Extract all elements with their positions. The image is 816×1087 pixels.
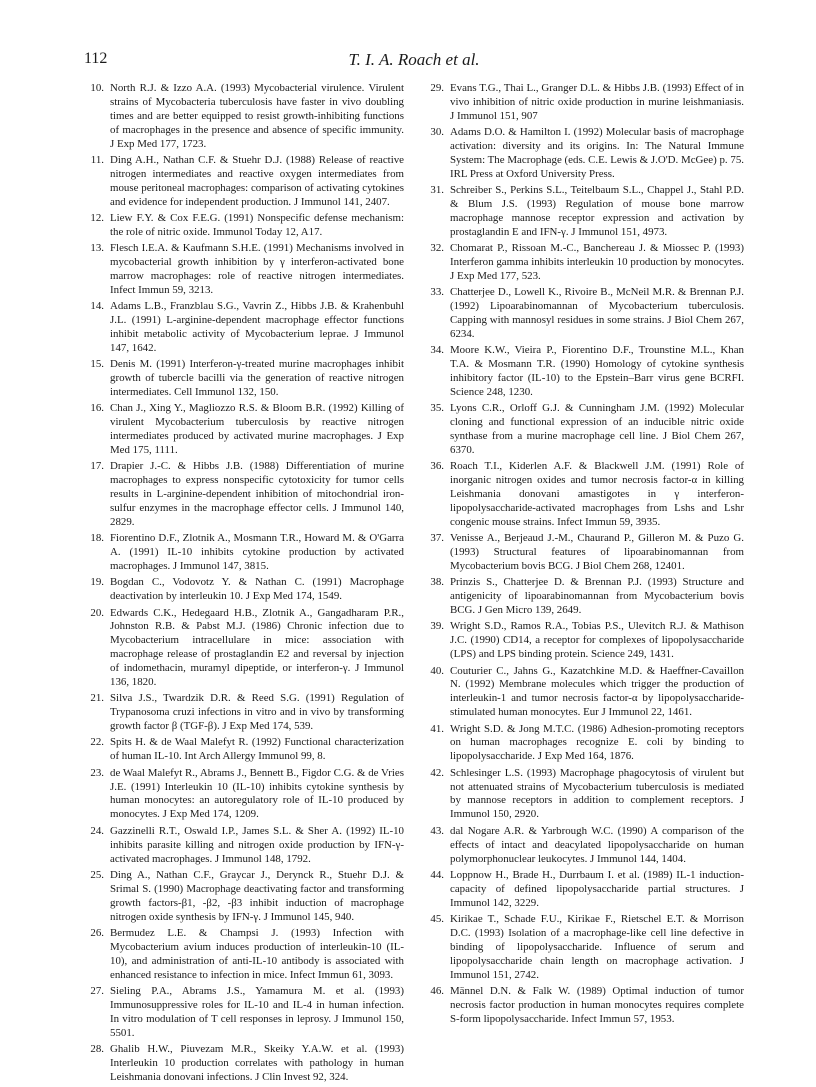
reference-number: 27. [90,984,104,997]
reference-number: 14. [90,300,104,313]
reference-number: 36. [430,460,444,473]
reference-number: 21. [90,692,104,705]
reference-item [84,212,404,240]
reference-text: Schlesinger L.S. (1993) Macrophage phagocytosis of virulent but not attenuated strains of Mycobacterium tuberculosis is mediated by mannose receptors in addition to complement receptors. J Immunol 150, 2920. [450,766,744,821]
reference-item [84,985,404,1041]
reference-item [424,184,744,240]
reference-text: Liew F.Y. & Cox F.E.G. (1991) Nonspecific defense mechanism: the role of nitric oxide. Immunol Today 12, A17. [110,211,404,238]
reference-text: Ding A., Nathan C.F., Graycar J., Derynck R., Stuehr D.J. & Srimal S. (1990) Macrophage deactivating factor and transforming growth factors-β1, -β2, -β3 inhibit induction of macrophage nitrogen oxide synthesis by IFN-γ. J Immunol 145, 940. [110,868,404,923]
reference-number: 40. [430,664,444,677]
reference-item [424,286,744,342]
reference-number: 42. [430,766,444,779]
reference-item [84,927,404,983]
reference-item [424,82,744,124]
reference-number: 22. [90,736,104,749]
page-header [84,50,744,74]
reference-text: Bermudez L.E. & Champsi J. (1993) Infection with Mycobacterium avium induces production of interleukin-10 (IL-10), and administration of anti-IL-10 antibody is associated with enhanced resistance to infection in mice. Infect Immun 61, 3093. [110,926,404,981]
reference-number: 41. [430,722,444,735]
reference-text: Chatterjee D., Lowell K., Rivoire B., McNeil M.R. & Brennan P.J. (1992) Lipoarabinomannan of Mycobacterium tuberculosis. Capping with mannosyl residues in some strains. J Biol Chem 267, 6234. [450,286,744,340]
reference-text: Denis M. (1991) Interferon-γ-treated murine macrophages inhibit growth of tubercle bacilli via the generation of reactive nitrogen intermediates. Cell Immunol 132, 150. [110,358,404,398]
reference-text: Chomarat P., Rissoan M.-C., Banchereau J. & Miossec P. (1993) Interferon gamma inhibits interleukin 10 production by monocytes. J Exp Med 177, 523. [450,242,744,282]
reference-number: 37. [430,532,444,545]
reference-number: 17. [90,460,104,473]
reference-item [84,1043,404,1085]
reference-number: 38. [430,576,444,589]
reference-number: 26. [90,926,104,939]
reference-text: Silva J.S., Twardzik D.R. & Reed S.G. (1991) Regulation of Trypanosoma cruzi infections in vitro and in vivo by transforming growth factor β (TGF-β). J Exp Med 174, 539. [110,692,404,733]
reference-text: Adams L.B., Franzblau S.G., Vavrin Z., Hibbs J.B. & Krahenbuhl J.L. (1991) L-arginine-dependent macrophage effector functions inhibit metabolic activity of Mycobacterium leprae. J Immunol 147, 1642. [110,300,404,354]
reference-text: dal Nogare A.R. & Yarbrough W.C. (1990) A comparison of the effects of intact and deacylated lipopolysaccharide on human polymorphonuclear leukocytes. J Immunol 144, 1404. [450,824,744,865]
reference-number: 32. [430,242,444,255]
reference-number: 46. [430,984,444,997]
reference-item [84,736,404,764]
reference-text: Fiorentino D.F., Zlotnik A., Mosmann T.R., Howard M. & O'Garra A. (1991) IL-10 inhibits cytokine production by activated macrophages. J Immunol 147, 3815. [110,532,404,573]
reference-text: Roach T.I., Kiderlen A.F. & Blackwell J.M. (1991) Role of inorganic nitrogen oxides and tumor necrosis factor-α in killing Leishmania donovani amastigotes in γ interferon-lipopolysaccharide-activated macrophages from Lshs and Lshr congenic mouse strains. Infect Immun 59, 3935. [450,460,744,528]
reference-number: 43. [430,824,444,837]
reference-number: 34. [430,344,444,357]
reference-text: Schreiber S., Perkins S.L., Teitelbaum S.L., Chappel J., Stahl P.D. & Blum J.S. (1993) Regulation of mouse bone marrow macrophage mannose receptor expression and activation by prostaglandin E and IFN-γ. J Immunol 151, 4973. [450,184,744,238]
reference-item [84,607,404,690]
reference-number: 31. [430,184,444,197]
reference-number: 13. [90,242,104,255]
reference-text: Sieling P.A., Abrams J.S., Yamamura M. et al. (1993) Immunosuppressive roles for IL-10 and IL-4 in human infection. In vitro modulation of T cell responses in leprosy. J Immunol 150, 5501. [110,984,404,1039]
reference-text: Ghalib H.W., Piuvezam M.R., Skeiky Y.A.W. et al. (1993) Interleukin 10 production correlates with pathology in human Leishmania donovani infections. J Clin Invest 92, 324. [110,1042,404,1083]
reference-item [84,242,404,298]
reference-number: 45. [430,912,444,925]
reference-item [424,665,744,721]
reference-item [84,154,404,210]
page-number: 112 [84,50,108,67]
reference-item [84,460,404,530]
reference-item [424,723,744,765]
reference-number: 35. [430,402,444,415]
reference-text: Ding A.H., Nathan C.F. & Stuehr D.J. (1988) Release of reactive nitrogen intermediates and reactive oxygen intermediates from mouse peritoneal macrophages: comparison of activating cytokines and evidence for independent production. J Immunol 141, 2407. [110,153,404,208]
reference-number: 10. [90,82,104,94]
running-title: T. I. A. Roach et al. [348,50,480,69]
reference-item [84,358,404,400]
reference-item [424,344,744,400]
reference-number: 39. [430,620,444,633]
reference-item [424,620,744,662]
reference-text: Couturier C., Jahns G., Kazatchkine M.D. & Haeffner-Cavaillon N. (1992) Membrane molecules which trigger the production of interleukin-1 and tumor necrosis factor-α by lipopolysaccharide-stimulated human monocytes. Eur J Immunol 22, 1461. [450,664,744,719]
reference-number: 18. [90,532,104,545]
reference-item [424,913,744,983]
reference-item [424,460,744,530]
reference-item [84,82,404,152]
reference-number: 15. [90,358,104,371]
reference-number: 33. [430,286,444,299]
reference-text: Drapier J.-C. & Hibbs J.B. (1988) Differentiation of murine macrophages to express nonspecific cytotoxicity for tumor cells results in L-arginine-dependent inhibition of mitochondrial iron-sulfur enzymes in the macrophage effector cells. J Immunol 140, 2829. [110,460,404,528]
reference-text: Flesch I.E.A. & Kaufmann S.H.E. (1991) Mechanisms involved in mycobacterial growth inhibition by γ interferon-activated bone marrow macrophages: role of reactive nitrogen intermediates. Infect Immun 59, 3213. [110,242,404,296]
reference-number: 16. [90,402,104,415]
reference-number: 28. [90,1042,104,1055]
reference-number: 19. [90,576,104,589]
reference-text: Wright S.D., Ramos R.A., Tobias P.S., Ulevitch R.J. & Mathison J.C. (1990) CD14, a receptor for complexes of lipopolysaccharide (LPS) and LPS binding protein. Science 249, 1431. [450,620,744,661]
reference-item [424,402,744,458]
reference-text: Edwards C.K., Hedegaard H.B., Zlotnik A., Gangadharam P.R., Johnston R.B. & Pabst M.J. (1986) Chronic infection due to Mycobacterium intracellulare in mice: association with macrophage release of prostaglandin E2 and reversal by injection of indomethacin, muramyl dipeptide, or interferon-γ. J Immunol 136, 1820. [110,606,404,689]
reference-number: 12. [90,211,104,224]
reference-text: Gazzinelli R.T., Oswald I.P., James S.L. & Sher A. (1992) IL-10 inhibits parasite killing and nitrogen oxide production by IFN-γ-activated macrophages. J Immunol 148, 1792. [110,824,404,865]
reference-item [84,767,404,823]
reference-text: Loppnow H., Brade H., Durrbaum I. et al. (1989) IL-1 induction-capacity of defined lipopolysaccharide partial structures. J Immunol 142, 3229. [450,868,744,909]
reference-number: 30. [430,126,444,139]
reference-text: Adams D.O. & Hamilton I. (1992) Molecular basis of macrophage activation: diversity and its origins. In: The Natural Immune System: The Macrophage (eds. C.E. Lewis & J.O'D. McGee) p. 75. IRL Press at Oxford University Press. [450,126,744,180]
reference-text: Prinzis S., Chatterjee D. & Brennan P.J. (1993) Structure and antigenicity of lipoarabinomannan from Mycobacterium bovis BCG. J Gen Micro 139, 2649. [450,576,744,617]
reference-number: 29. [430,82,444,94]
reference-item [424,985,744,1027]
reference-number: 44. [430,868,444,881]
references-right-column [424,82,744,1029]
reference-item [84,576,404,604]
references-left-column [84,82,404,1087]
reference-text: de Waal Malefyt R., Abrams J., Bennett B., Figdor C.G. & de Vries J.E. (1991) Interleukin 10 (IL-10) inhibits cytokine synthesis by human monocytes: an autoregulatory role of IL-10 produced by monocytes. J Exp Med 174, 1209. [110,766,404,821]
reference-item [424,767,744,823]
reference-text: Männel D.N. & Falk W. (1989) Optimal induction of tumor necrosis factor production in human monocytes requires complete S-form lipopolysaccharide. Infect Immun 57, 1953. [450,984,744,1025]
reference-item [424,242,744,284]
reference-item [424,869,744,911]
reference-number: 11. [90,153,104,166]
reference-text: Kirikae T., Schade F.U., Kirikae F., Rietschel E.T. & Morrison D.C. (1993) Isolation of a macrophage-like cell line defective in binding of lipopolysaccharide. Influence of serum and lipopolysaccharide chain length on macrophage activation. J Immunol 151, 2742. [450,912,744,981]
reference-text: Venisse A., Berjeaud J.-M., Chaurand P., Gilleron M. & Puzo G. (1993) Structural features of lipoarabinomannan from Mycobacterium bovis BCG. J Biol Chem 268, 12401. [450,532,744,573]
reference-item [424,126,744,182]
reference-item [84,300,404,356]
reference-text: Lyons C.R., Orloff G.J. & Cunningham J.M. (1992) Molecular cloning and functional expression of an inducible nitric oxide synthase from a murine macrophage cell line. J Biol Chem 267, 6370. [450,402,744,456]
reference-text: Chan J., Xing Y., Magliozzo R.S. & Bloom B.R. (1992) Killing of virulent Mycobacterium tuberculosis by reactive nitrogen intermediates produced by activated murine macrophages. J Exp Med 175, 1111. [110,402,404,456]
reference-text: Spits H. & de Waal Malefyt R. (1992) Functional characterization of human IL-10. Int Arch Allergy Immunol 99, 8. [110,736,404,763]
reference-text: Wright S.D. & Jong M.T.C. (1986) Adhesion-promoting receptors on human macrophages recognize E. coli by binding to lipopolysaccharide. J Exp Med 164, 1876. [450,722,744,763]
reference-text: Moore K.W., Vieira P., Fiorentino D.F., Trounstine M.L., Khan T.A. & Mosmann T.R. (1990) Homology of cytokine synthesis inhibitory factor (IL-10) to the Epstein–Barr virus gene BCRFI. Science 248, 1230. [450,344,744,398]
reference-item [424,532,744,574]
reference-item [424,825,744,867]
reference-item [84,402,404,458]
reference-text: Evans T.G., Thai L., Granger D.L. & Hibbs J.B. (1993) Effect of in vivo inhibition of nitric oxide production in murine leishmaniasis. J Immunol 151, 907 [450,82,744,122]
reference-item [84,825,404,867]
reference-item [424,576,744,618]
reference-number: 25. [90,868,104,881]
reference-text: North R.J. & Izzo A.A. (1993) Mycobacterial virulence. Virulent strains of Mycobacteria tuberculosis have faster in vivo doubling times and are better equipped to resist growth-inhibiting functions of macrophages in the presence and absence of specific immunity. J Exp Med 177, 1723. [110,82,404,150]
reference-item [84,532,404,574]
reference-number: 20. [90,606,104,619]
reference-text: Bogdan C., Vodovotz Y. & Nathan C. (1991) Macrophage deactivation by interleukin 10. J Exp Med 174, 1549. [110,576,404,603]
reference-item [84,692,404,734]
reference-number: 24. [90,824,104,837]
reference-number: 23. [90,766,104,779]
reference-item [84,869,404,925]
